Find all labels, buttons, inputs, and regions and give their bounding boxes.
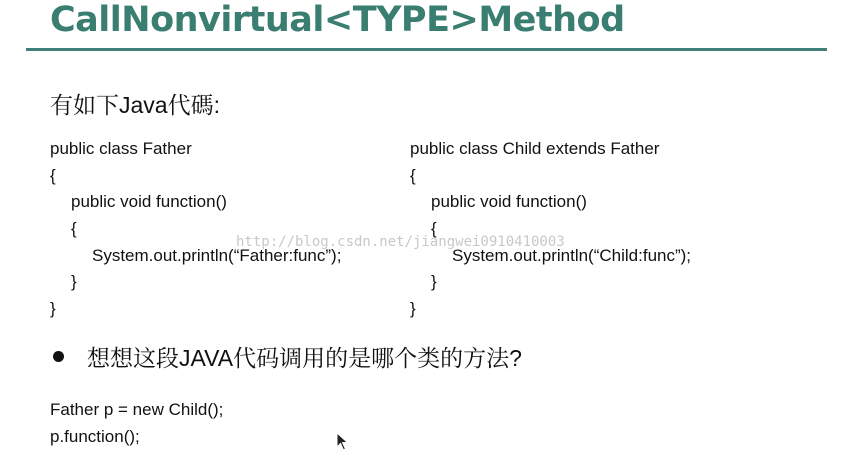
code-line: p.function();	[50, 427, 140, 446]
code-line: }	[71, 272, 77, 291]
code-line: public class Child extends Father	[410, 139, 660, 158]
code-line: }	[431, 272, 437, 291]
intro-text: 有如下Java代碼:	[50, 92, 220, 118]
code-line: {	[410, 166, 416, 185]
code-line: Father p = new Child();	[50, 400, 224, 419]
title-divider	[26, 48, 827, 51]
code-line: }	[50, 299, 56, 318]
bullet-dot-icon	[53, 351, 64, 362]
code-line: public class Father	[50, 139, 192, 158]
question-text: 想想这段JAVA代码调用的是哪个类的方法?	[87, 345, 522, 371]
slide-title: CallNonvirtual<TYPE>Method	[50, 0, 625, 40]
code-line: System.out.println(“Child:func”);	[452, 246, 692, 265]
code-line: public void function()	[431, 192, 587, 211]
code-line: {	[50, 166, 56, 185]
code-line: {	[431, 219, 437, 238]
code-line: }	[410, 299, 416, 318]
code-line: {	[71, 219, 77, 238]
mouse-pointer-icon	[336, 432, 350, 457]
code-line: public void function()	[71, 192, 227, 211]
watermark: http://blog.csdn.net/jiangwei0910410003	[236, 234, 565, 250]
code-line: System.out.println(“Father:func”);	[92, 246, 342, 265]
